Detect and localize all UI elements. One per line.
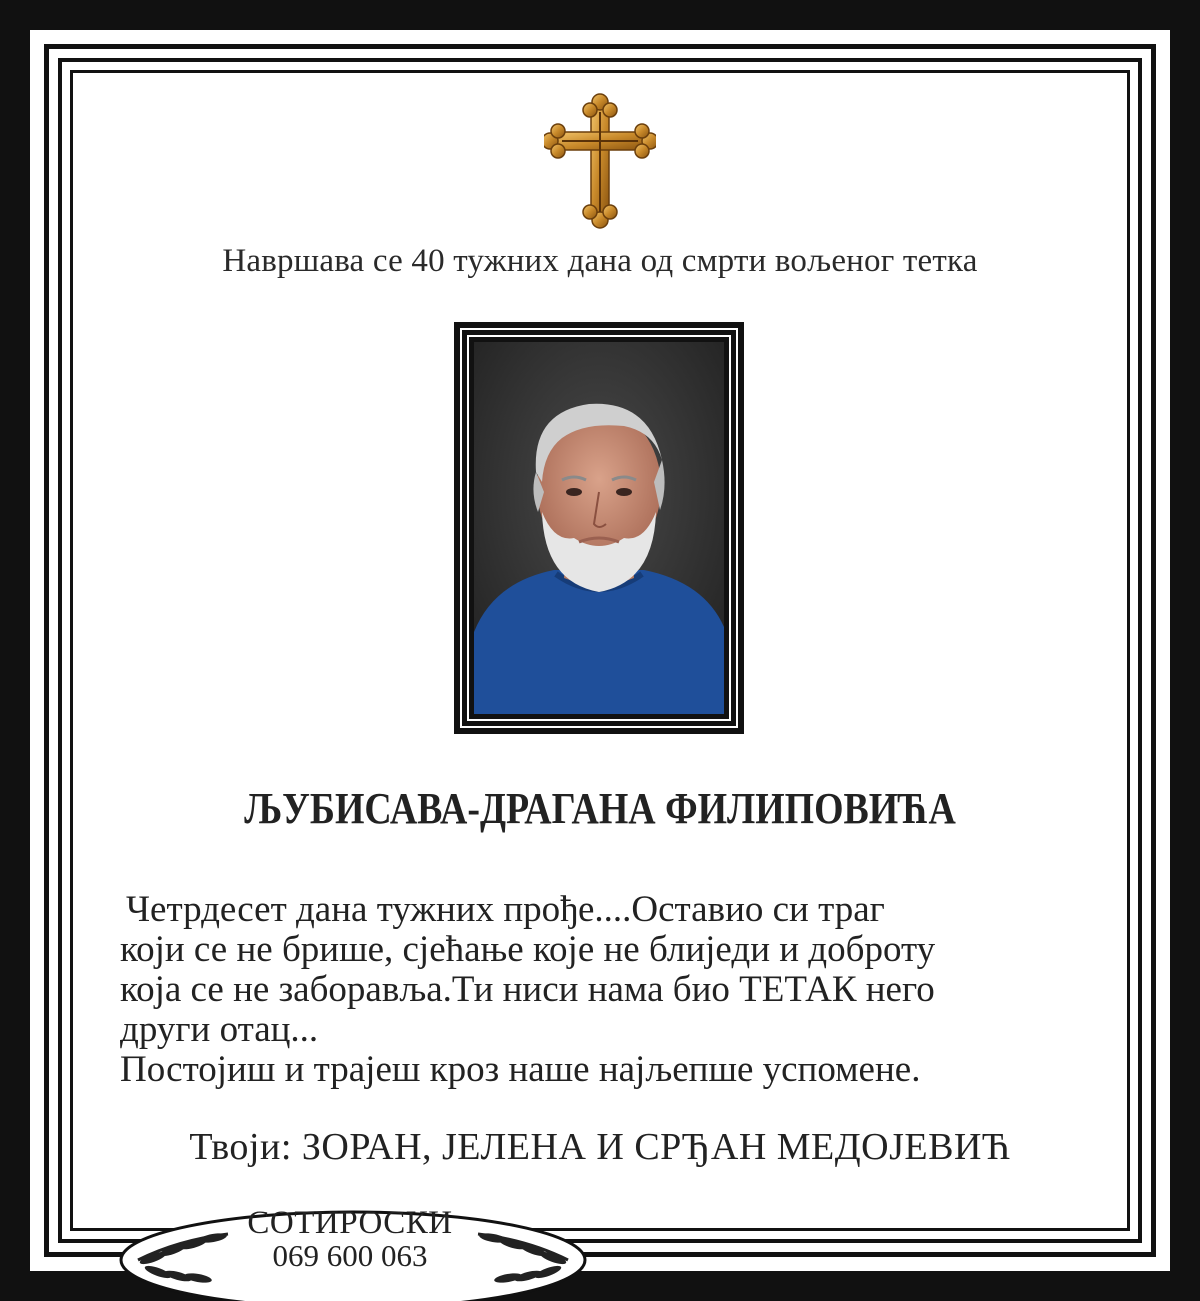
- funeral-home-phone: 069 600 063: [272, 1238, 428, 1273]
- family-signature: Твоји: ЗОРАН, ЈЕЛЕНА И СРЂАН МЕДОЈЕВИЋ: [189, 1126, 1011, 1168]
- verse-line: која се не заборавља.Ти ниси нама био ТЕТАК него: [120, 969, 935, 1010]
- memorial-verse: [120, 890, 1120, 1090]
- verse-line: други отац...: [120, 1009, 319, 1050]
- intro-text: Навршава се 40 тужних дана од смрти вољеног тетка: [222, 243, 978, 279]
- portrait-photo: [474, 342, 724, 714]
- verse-line: који се не брише, сјећање које не блиједи и доброту: [120, 929, 936, 970]
- verse-line: Четрдесет дана тужних прође....Оставио си траг: [126, 889, 885, 930]
- orthodox-cross-icon: [544, 92, 656, 230]
- verse-line: Постојиш и трајеш кроз наше најљепше успомене.: [120, 1049, 921, 1090]
- funeral-home-name: СОТИРОСКИ: [247, 1205, 453, 1241]
- deceased-name: ЉУБИСАВА-ДРАГАНА ФИЛИПОВИЋА: [244, 784, 956, 833]
- portrait-frame: [454, 322, 744, 734]
